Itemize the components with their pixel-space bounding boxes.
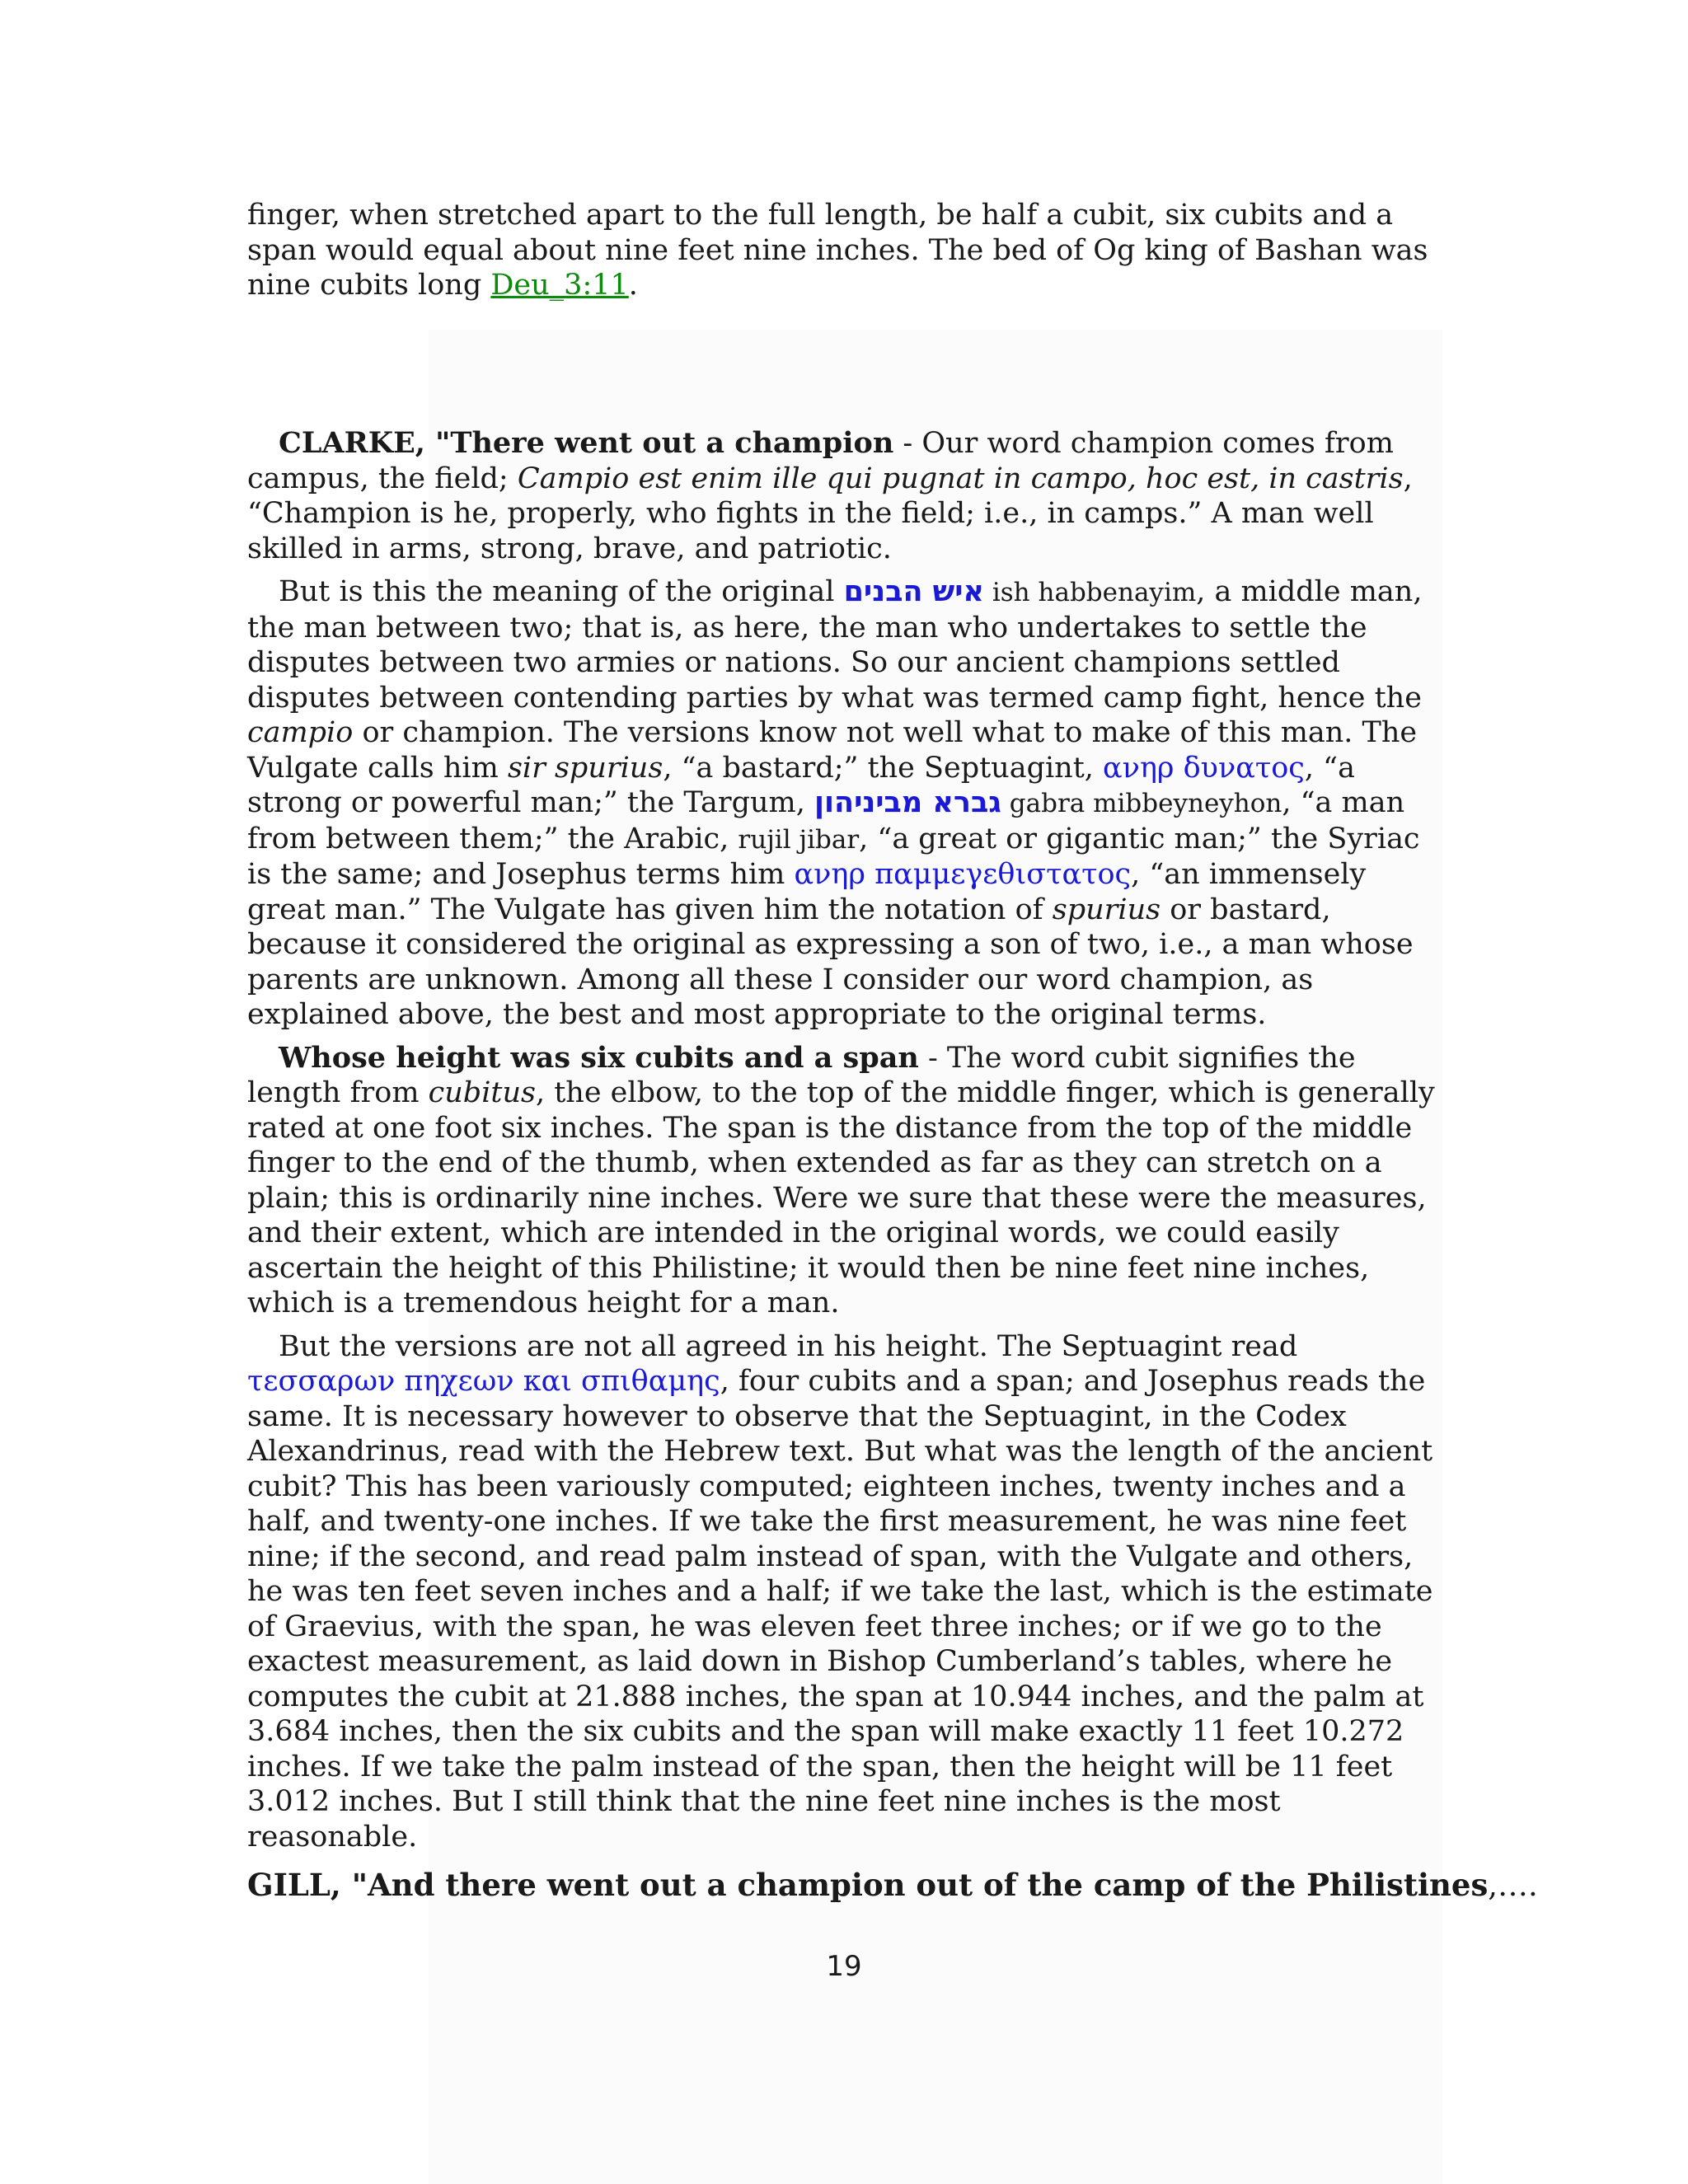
scripture-link-deu-3-11[interactable]: Deu_3:11	[490, 269, 629, 302]
clarke-paragraph-1: CLARKE, "There went out a champion - Our word champion comes from campus, the field; Campio est enim ille qui pugnat in campo, hoc est, in castris, “Champion is he, properly, who fights in the field; i.e., in camps.” A man well skilled in arms, strong, brave, and patriotic.	[247, 426, 1413, 565]
hebrew-term-1: איש הבנים	[843, 575, 984, 608]
height-heading: Whose height was six cubits and a span	[279, 1040, 919, 1075]
greek-term-1: ανηρ δυνατος	[1103, 751, 1305, 785]
gill-heading: GILL, "And there went out a champion out of the camp of the Philistines,….	[247, 1867, 1538, 1903]
clarke-paragraph-2: But is this the meaning of the original איש הבנים ish habbenayim, a middle man, the man between two; that is, as here, the man who undertakes to settle the disputes between two armies or nations. So our ancient champions settled disputes between contending parties by what was termed camp fight, hence the campio or champion. The versions know not well what to make of this man. The Vulgate calls him sir spurius, “a bastard;” the Septuagint, ανηρ δυνατος, “a strong or powerful man;” the Targum, גברא מביניהון gabra mibbeyneyhon, “a man from between them;” the Arabic, rujil jibar, “a great or gigantic man;” the Syriac is the same; and Josephus terms him ανηρ παμμεγεθιστατος, “an immensely great man.” The Vulgate has given him the notation of spurius or bastard, because it considered the original as expressing a son of two, i.e., a man whose parents are unknown. Among all these I consider our word champion, as explained above, the best and most appropriate to the original terms.	[247, 575, 1423, 1031]
top-paragraph-text: finger, when stretched apart to the full length, be half a cubit, six cubits and a span would equal about nine feet nine inches. The bed of Og king of Bashan was nine cubits long	[247, 199, 1428, 302]
greek-term-2: ανηρ παμμεγεθιστατος	[794, 858, 1132, 891]
clarke-heading: CLARKE, "There went out a champion	[279, 426, 894, 460]
top-paragraph: finger, when stretched apart to the full length, be half a cubit, six cubits and a span would equal about nine feet nine inches. The bed of Og king of Bashan was nine cubits long Deu_3:11.	[247, 199, 1428, 302]
clarke-paragraph-4: But the versions are not all agreed in his height. The Septuagint read τεσσαρων πηχεων και σπιθαμης, four cubits and a span; and Josephus reads the same. It is necessary however to observe that the Septuagint, in the Codex Alexandrinus, read with the Hebrew text. But what was the length of the ancient cubit? This has been variously computed; eighteen inches, twenty inches and a half, and twenty-one inches. If we take the first measurement, he was nine feet nine; if the second, and read palm instead of span, with the Vulgate and others, he was ten feet seven inches and a half; if we take the last, which is the estimate of Graevius, with the span, he was eleven feet three inches; or if we go to the exactest measurement, as laid down in Bishop Cumberland’s tables, where he computes the cubit at 21.888 inches, the span at 10.944 inches, and the palm at 3.684 inches, then the six cubits and the span will make exactly 11 feet 10.272 inches. If we take the palm instead of the span, then the height will be 11 feet 3.012 inches. But I still think that the nine feet nine inches is the most reasonable.	[247, 1329, 1433, 1854]
clarke-paragraph-3: Whose height was six cubits and a span - The word cubit signifies the length from cubitus, the elbow, to the top of the middle finger, which is generally rated at one foot six inches. The span is the distance from the top of the middle finger to the end of the thumb, when extended as far as they can stretch on a plain; this is ordinarily nine inches. Were we sure that these were the measures, and their extent, which are intended in the original words, we could easily ascertain the height of this Philistine; it would then be nine feet nine inches, which is a tremendous height for a man.	[247, 1040, 1435, 1319]
clarke-commentary	[247, 426, 1442, 1854]
greek-term-3: τεσσαρων πηχεων και σπιθαμης	[247, 1365, 720, 1398]
page-number: 19	[826, 1950, 862, 1983]
hebrew-term-2: גברא מביניהון	[814, 786, 1001, 819]
latin-quote: Campio est enim ille qui pugnat in campo, hoc est, in castris	[517, 462, 1404, 495]
